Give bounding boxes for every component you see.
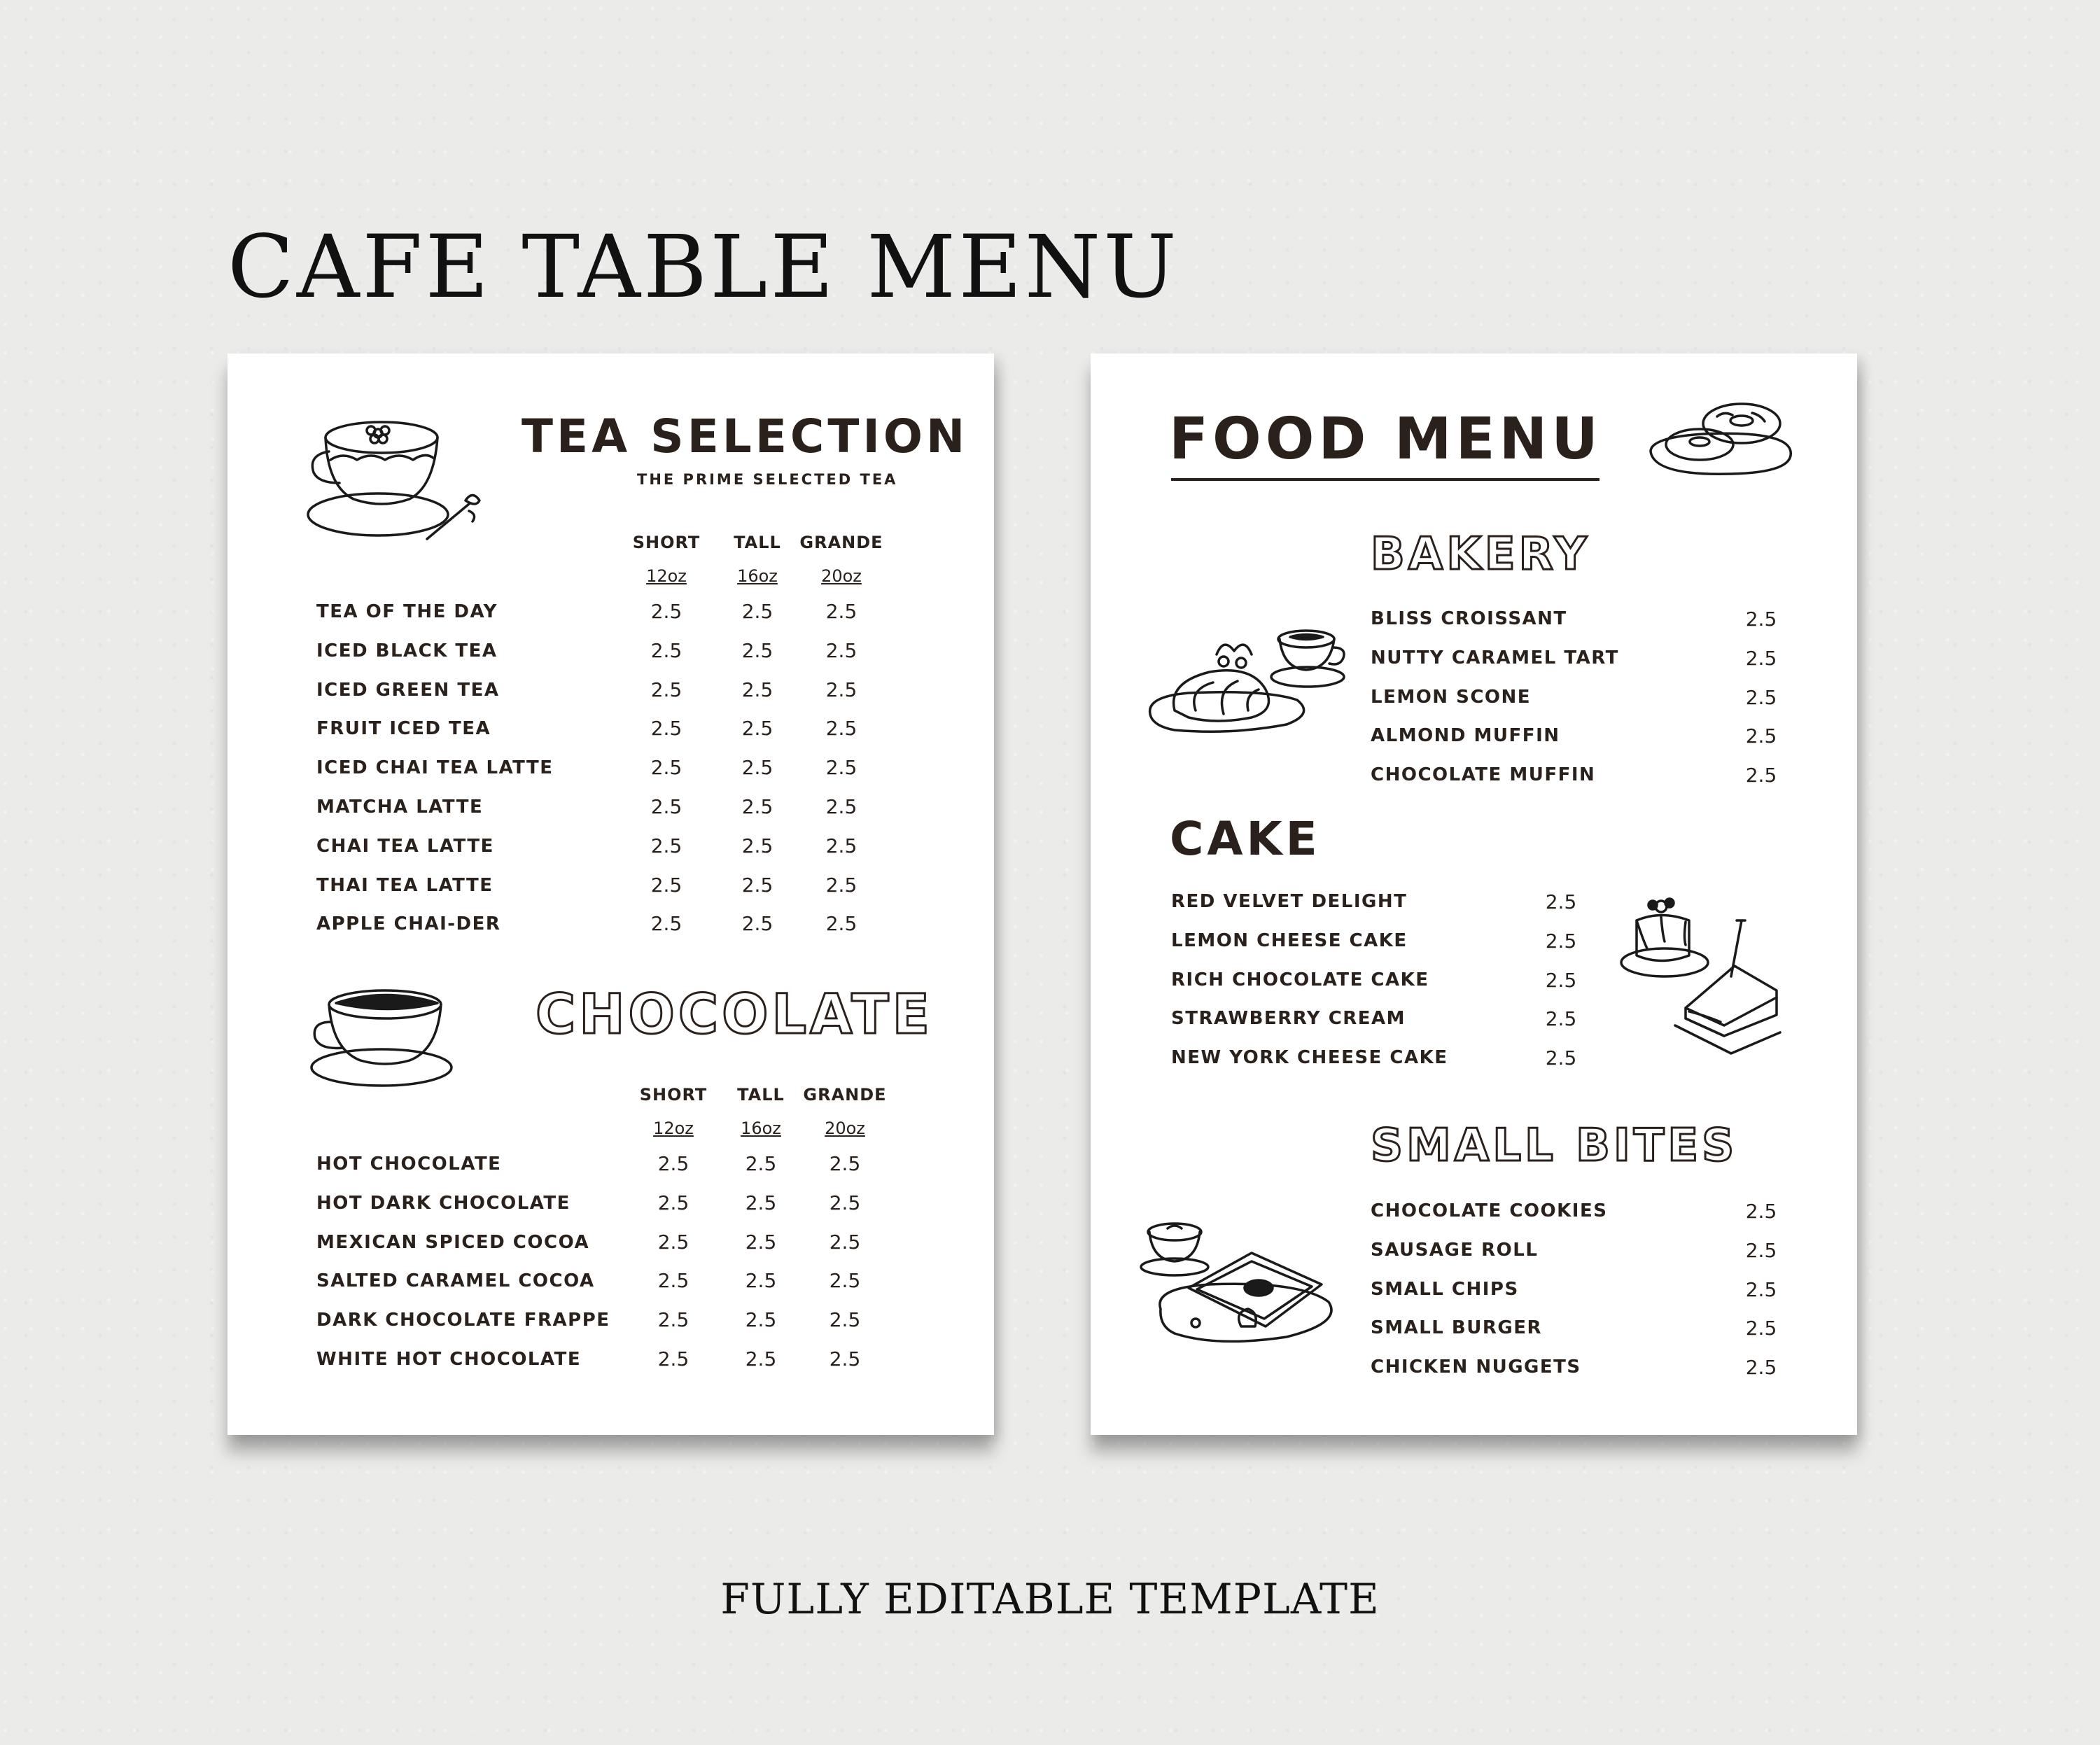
menu-item-price: 2.5 [741,834,774,857]
breakfast-plate-icon [1147,1211,1357,1358]
menu-item-name: SALTED CARAMEL COCOA [316,1270,595,1292]
menu-item-price: 2.5 [745,1269,777,1293]
menu-item-price: 2.5 [657,1308,690,1332]
menu-item-name: LEMON CHEESE CAKE [1171,930,1408,951]
menu-item-name: DARK CHOCOLATE FRAPPE [316,1310,610,1331]
page-headline: CAFE TABLE MENU [227,217,1180,318]
menu-item-name: LEMON SCONE [1371,686,1532,708]
menu-item-price: 2.5 [1745,685,1777,709]
column-header: GRANDE [799,533,883,552]
menu-item-name: NEW YORK CHEESE CAKE [1171,1047,1448,1069]
menu-item-name: ALMOND MUFFIN [1371,725,1560,747]
column-size: 12oz [653,1119,694,1138]
menu-item-price: 2.5 [741,795,774,818]
menu-item-price: 2.5 [741,912,774,936]
donut-plate-icon [1647,395,1798,486]
column-size: 16oz [741,1119,781,1138]
menu-item-name: MATCHA LATTE [316,797,484,818]
menu-item-name: ICED GREEN TEA [316,679,500,701]
column-size: 16oz [737,566,778,586]
menu-item-name: CHOCOLATE MUFFIN [1371,764,1596,786]
menu-item-price: 2.5 [745,1152,777,1175]
menu-item-price: 2.5 [741,600,774,623]
menu-item-name: TEA OF THE DAY [316,601,498,622]
chocolate-section-title: CHOCOLATE [536,983,933,1046]
title-underline [1171,478,1600,481]
menu-item-price: 2.5 [741,717,774,741]
menu-item-price: 2.5 [650,834,682,857]
menu-item-price: 2.5 [745,1191,777,1214]
menu-item-price: 2.5 [1545,929,1577,953]
bakery-section-title: BAKERY [1371,528,1590,580]
menu-item-price: 2.5 [745,1308,777,1332]
tea-subtitle: THE PRIME SELECTED TEA [637,471,898,488]
menu-item-name: FRUIT ICED TEA [316,718,491,740]
menu-item-name: SMALL BURGER [1371,1317,1542,1339]
menu-item-price: 2.5 [745,1230,777,1254]
menu-item-price: 2.5 [829,1347,861,1371]
menu-item-price: 2.5 [825,873,858,897]
chocolate-cup-icon [312,983,458,1088]
menu-item-price: 2.5 [650,678,682,701]
menu-item-price: 2.5 [825,912,858,936]
menu-item-price: 2.5 [825,638,858,662]
menu-item-price: 2.5 [745,1347,777,1371]
menu-item-price: 2.5 [825,717,858,741]
menu-item-price: 2.5 [1545,1046,1577,1070]
menu-item-price: 2.5 [650,717,682,741]
column-header: TALL [734,533,781,552]
menu-item-price: 2.5 [825,756,858,780]
drinks-menu-card [227,353,994,1435]
menu-item-name: SAUSAGE ROLL [1371,1239,1539,1261]
menu-item-price: 2.5 [1745,764,1777,787]
menu-item-name: ICED CHAI TEA LATTE [316,757,554,779]
menu-item-price: 2.5 [829,1191,861,1214]
column-size: 20oz [825,1119,865,1138]
menu-item-price: 2.5 [1745,1277,1777,1301]
menu-item-price: 2.5 [1745,1317,1777,1340]
menu-item-price: 2.5 [650,638,682,662]
food-menu-title: FOOD MENU [1169,406,1602,472]
menu-item-price: 2.5 [650,912,682,936]
menu-item-price: 2.5 [657,1152,690,1175]
menu-item-price: 2.5 [825,795,858,818]
column-header: SHORT [639,1085,708,1105]
menu-item-price: 2.5 [825,678,858,701]
menu-item-price: 2.5 [1545,890,1577,913]
menu-item-name: ICED BLACK TEA [316,640,498,661]
column-header: TALL [737,1085,785,1105]
menu-item-price: 2.5 [825,600,858,623]
tea-section-title: TEA SELECTION [522,409,969,463]
menu-item-price: 2.5 [1545,968,1577,992]
footer-tagline: FULLY EDITABLE TEMPLATE [720,1575,1380,1624]
menu-item-price: 2.5 [741,678,774,701]
small-bites-section-title: SMALL BITES [1371,1120,1738,1172]
menu-item-price: 2.5 [741,873,774,897]
menu-item-name: THAI TEA LATTE [316,874,493,896]
menu-item-price: 2.5 [825,834,858,857]
menu-item-price: 2.5 [650,600,682,623]
menu-item-name: NUTTY CARAMEL TART [1371,647,1619,668]
menu-item-price: 2.5 [1745,1200,1777,1223]
menu-item-name: WHITE HOT CHOCOLATE [316,1349,582,1370]
food-menu-card [1091,353,1857,1435]
menu-item-name: CHOCOLATE COOKIES [1371,1200,1608,1221]
menu-item-price: 2.5 [650,756,682,780]
menu-item-price: 2.5 [657,1230,690,1254]
menu-item-price: 2.5 [650,873,682,897]
column-header: SHORT [632,533,701,552]
menu-item-price: 2.5 [741,638,774,662]
menu-item-name: HOT DARK CHOCOLATE [316,1192,570,1214]
menu-item-name: STRAWBERRY CREAM [1171,1008,1406,1030]
menu-item-price: 2.5 [657,1191,690,1214]
menu-item-price: 2.5 [1745,646,1777,670]
menu-item-name: RICH CHOCOLATE CAKE [1171,969,1429,990]
menu-item-name: CHICKEN NUGGETS [1371,1357,1581,1378]
menu-item-price: 2.5 [829,1152,861,1175]
menu-item-price: 2.5 [657,1347,690,1371]
cake-sandwich-icon [1619,885,1787,1060]
menu-item-name: BLISS CROISSANT [1371,608,1567,629]
menu-item-price: 2.5 [829,1269,861,1293]
column-size: 20oz [821,566,862,586]
column-size: 12oz [646,566,687,586]
menu-item-price: 2.5 [657,1269,690,1293]
menu-item-price: 2.5 [741,756,774,780]
menu-item-name: MEXICAN SPICED COCOA [316,1231,590,1253]
teacup-icon [308,416,497,542]
menu-item-name: RED VELVET DELIGHT [1171,891,1408,912]
menu-item-price: 2.5 [650,795,682,818]
menu-item-price: 2.5 [1745,724,1777,748]
menu-item-price: 2.5 [829,1230,861,1254]
column-header: GRANDE [803,1085,887,1105]
menu-item-price: 2.5 [1745,608,1777,631]
menu-item-name: CHAI TEA LATTE [316,835,494,857]
menu-item-price: 2.5 [1745,1238,1777,1262]
menu-item-name: SMALL CHIPS [1371,1278,1519,1300]
croissant-coffee-icon [1147,619,1350,745]
menu-item-name: HOT CHOCOLATE [316,1154,502,1175]
menu-item-price: 2.5 [1545,1007,1577,1031]
menu-item-price: 2.5 [1745,1356,1777,1380]
menu-item-price: 2.5 [829,1308,861,1332]
cake-section-title: CAKE [1170,812,1321,866]
menu-item-name: APPLE CHAI-DER [316,913,501,935]
